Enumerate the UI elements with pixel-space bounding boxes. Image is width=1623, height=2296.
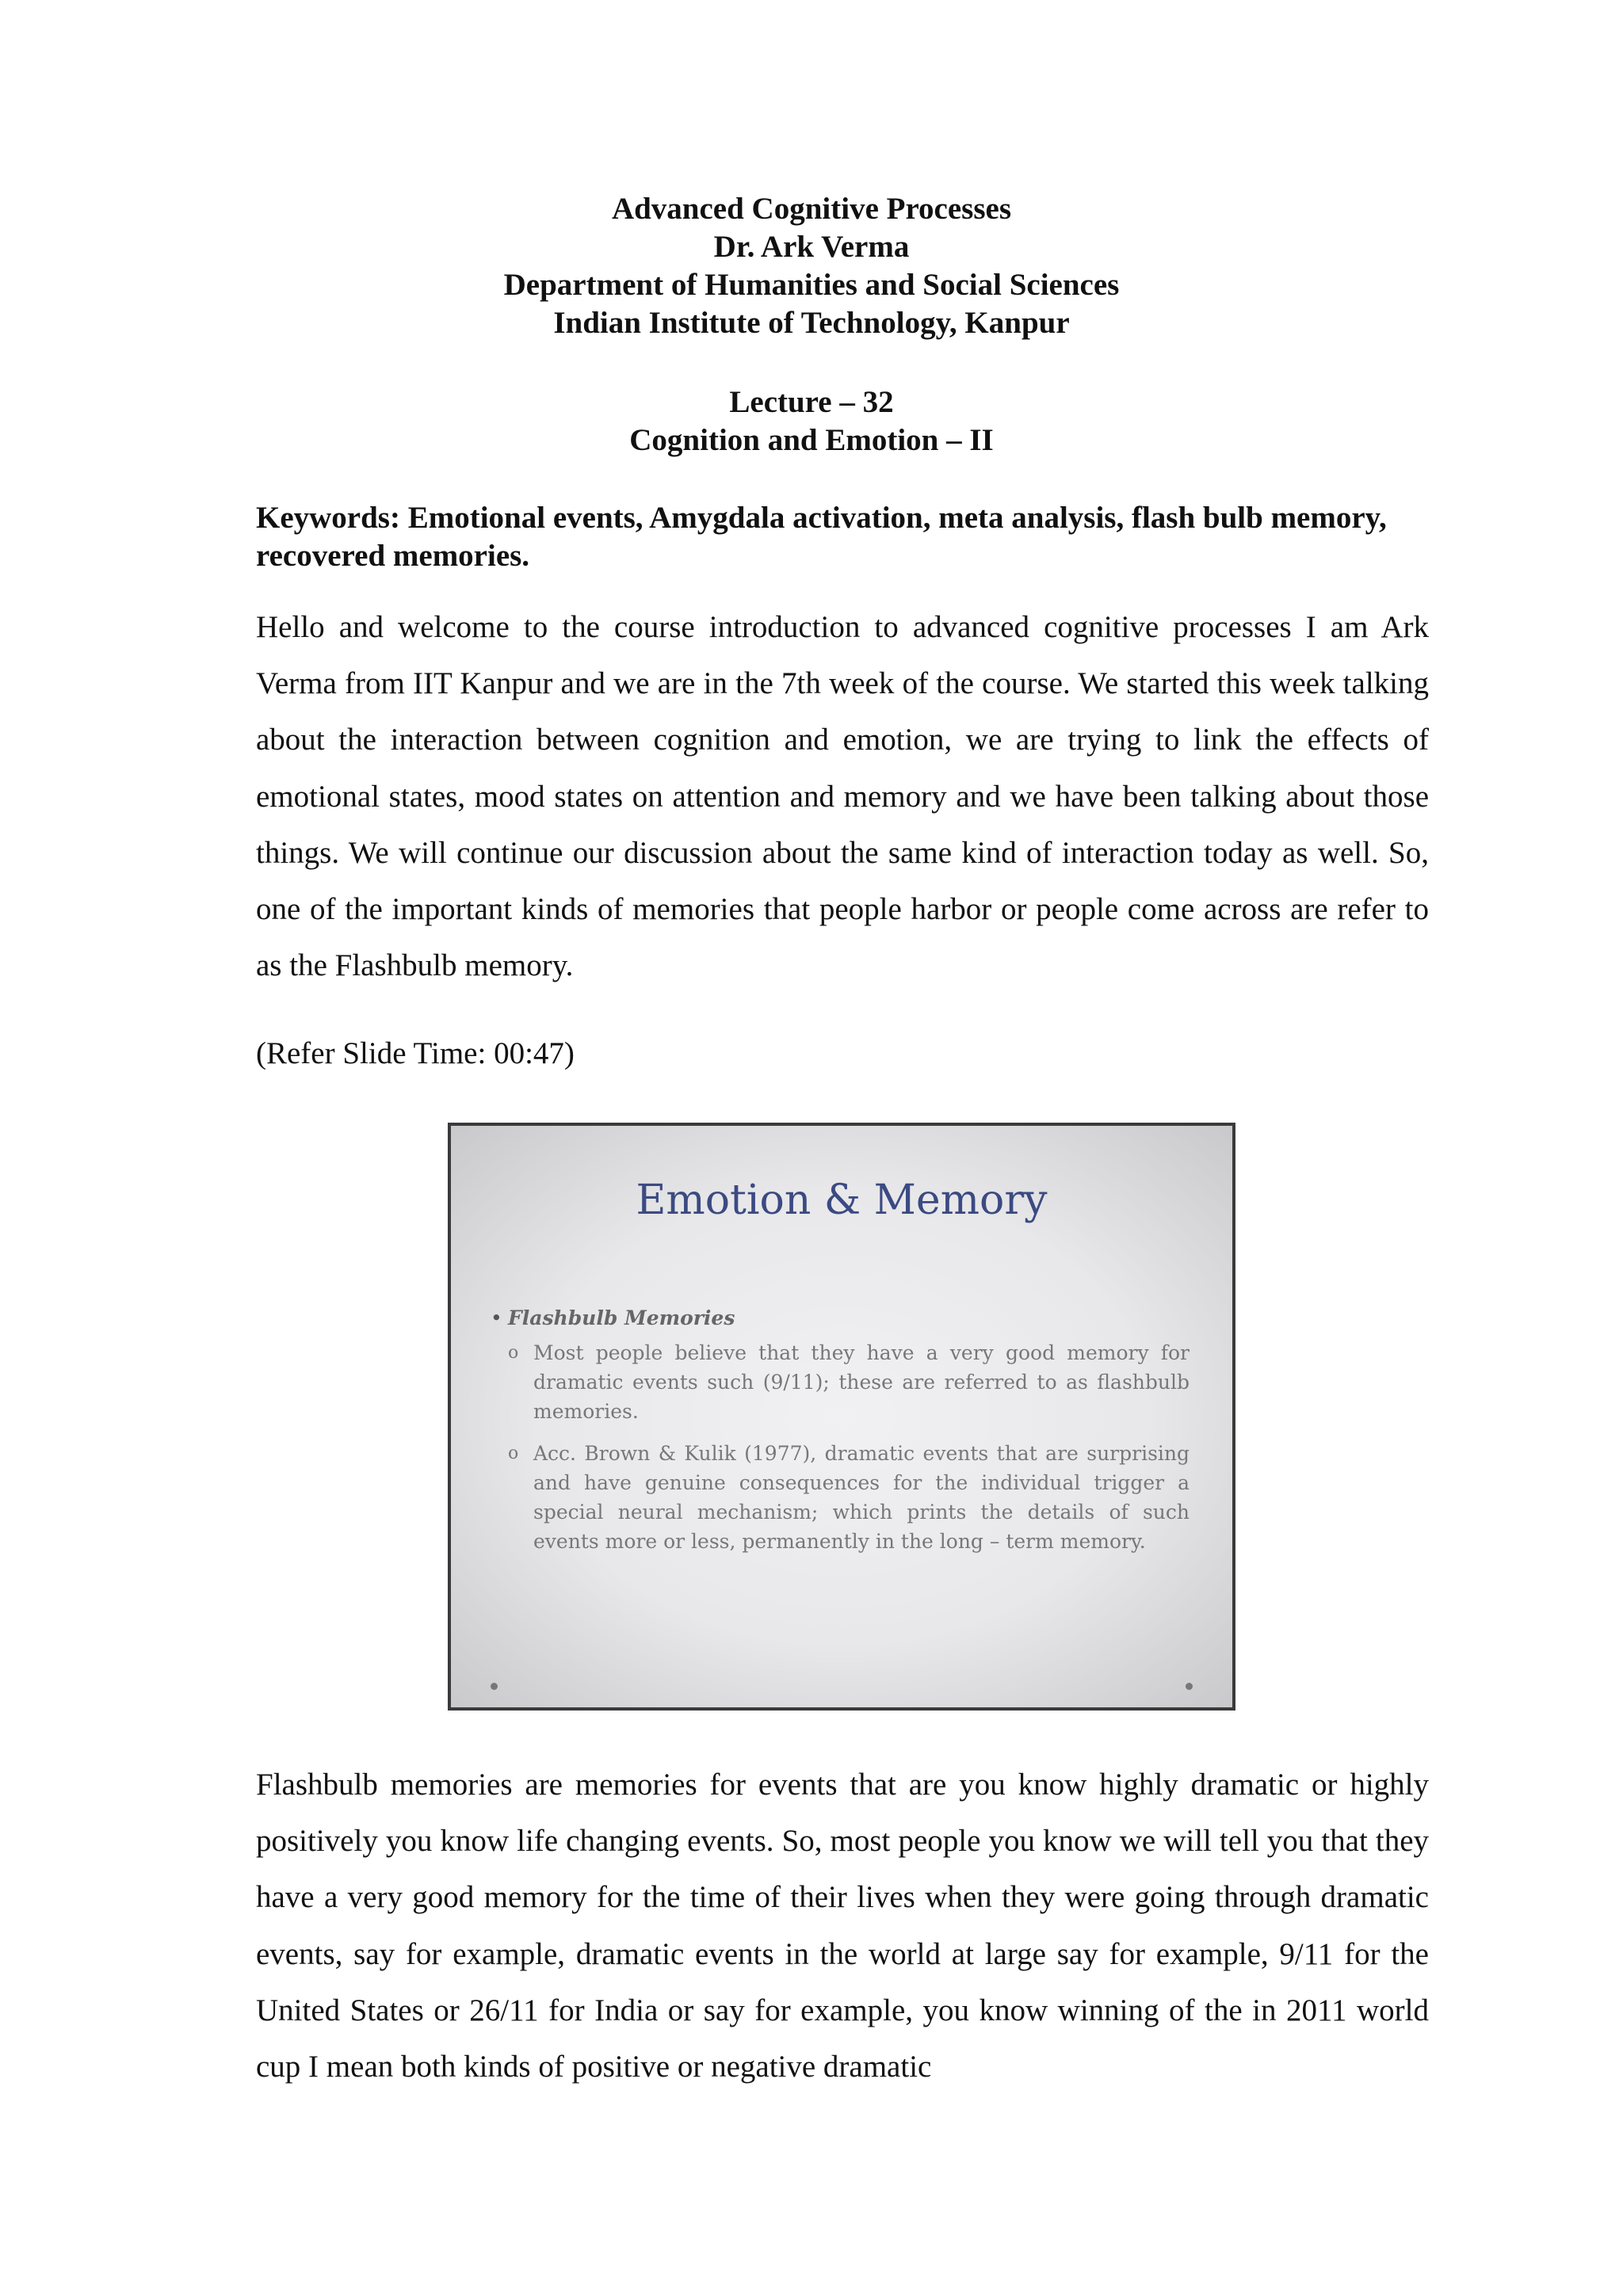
- slide-image: [448, 1123, 1235, 1711]
- paragraph-intro: Hello and welcome to the course introduction to advanced cognitive processes I am Ark Verma from IIT Kanpur and we are in the 7th week of the course. We started this week talking about the interaction between cognition and emotion, we are trying to link the effects of emotional states, mood states on attention and memory and we have been talking about those things. We will continue our discussion about the same kind of interaction today as well. So, one of the important kinds of memories that people harbor or people come across are refer to as the Flashbulb memory.: [256, 610, 1429, 983]
- slide-bullet: [491, 1306, 735, 1329]
- lecture-heading: [0, 383, 1623, 460]
- slide-sub-point: [508, 1338, 1190, 1426]
- slide-sub-point: [508, 1439, 1190, 1556]
- lecture-title: Cognition and Emotion – II: [629, 423, 994, 457]
- sub-bullet-marker: o: [508, 1343, 519, 1363]
- paragraph-flashbulb: Flashbulb memories are memories for events that are you know highly dramatic or highly positively you know life changing events. So, most people you know we will tell you that they have a very good memory for the time of their lives when they were going through dramatic events, say for example, dramatic events in the world at large say for example, 9/11 for the United States or 26/11 for India or say for example, you know winning of the in 2011 world cup I mean both kinds of positive or negative dramatic: [256, 1768, 1429, 2084]
- lecture-number: Lecture – 32: [729, 385, 894, 419]
- slide-sub-point-text: Most people believe that they have a very good memory for dramatic events such (9/11); these are referred to as flashbulb memories.: [533, 1341, 1190, 1423]
- refer-slide-time: (Refer Slide Time: 00:47): [256, 1036, 575, 1070]
- instructor-name: Dr. Ark Verma: [713, 230, 910, 264]
- sub-bullet-marker: o: [508, 1444, 519, 1463]
- keywords: Keywords: Emotional events, Amygdala activation, meta analysis, flash bulb memory, recovered memories.: [256, 501, 1387, 573]
- slide-title: Emotion & Memory: [636, 1177, 1048, 1224]
- slide-corner-dot: [1186, 1683, 1193, 1690]
- slide-sub-point-text: Acc. Brown & Kulik (1977), dramatic events that are surprising and have genuine consequences for the individual trigger a special neural mechanism; which prints the details of such events more or less, permanently in the long – term memory.: [533, 1442, 1190, 1553]
- slide-bullet-heading: Flashbulb Memories: [508, 1306, 735, 1329]
- course-title: Advanced Cognitive Processes: [611, 192, 1012, 226]
- department-name: Department of Humanities and Social Sciences: [503, 268, 1120, 302]
- document-header: [0, 190, 1623, 342]
- institute-name: Indian Institute of Technology, Kanpur: [553, 306, 1070, 340]
- slide-corner-dot: [491, 1683, 498, 1690]
- bullet-marker: •: [491, 1306, 502, 1329]
